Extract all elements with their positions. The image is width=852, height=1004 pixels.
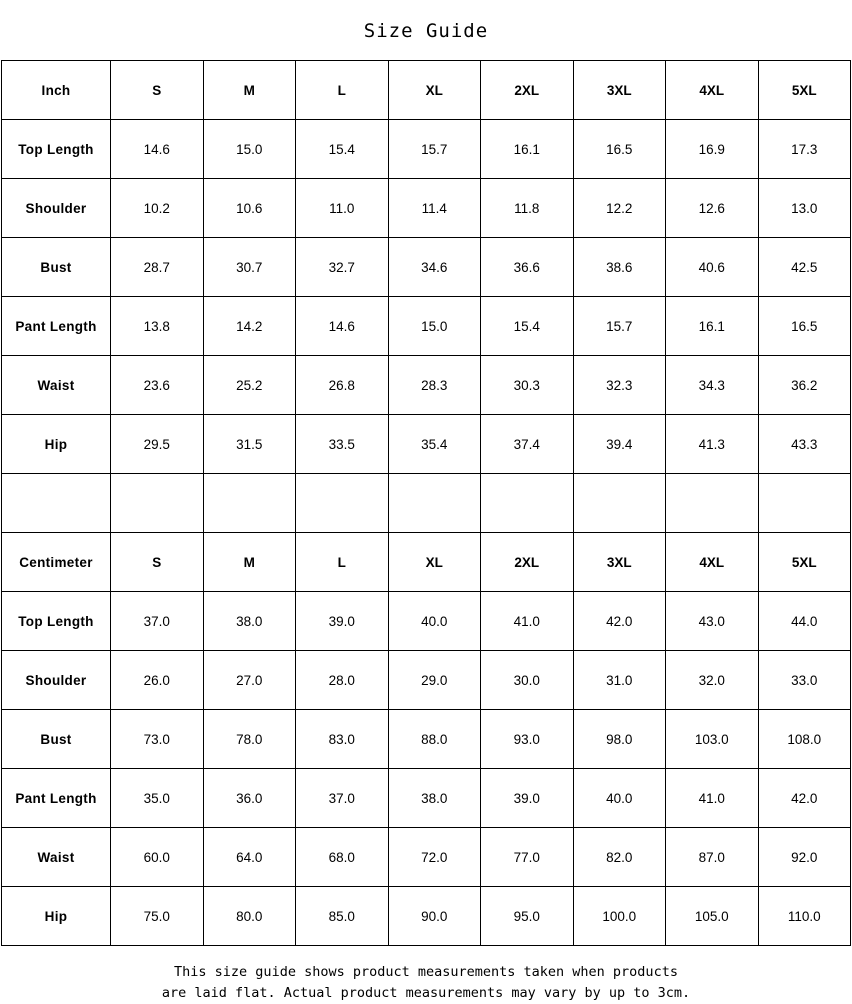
table-header-row-inch: [2, 61, 851, 120]
table-row: [2, 297, 851, 356]
row-label: Top Length: [2, 120, 111, 179]
cell: 17.3: [758, 120, 851, 179]
cell: 10.2: [111, 179, 204, 238]
cell: 30.3: [481, 356, 574, 415]
cell-empty: [296, 474, 389, 533]
cell: 77.0: [481, 828, 574, 887]
column-header-xl: XL: [388, 533, 481, 592]
cell: 95.0: [481, 887, 574, 946]
cell: 36.2: [758, 356, 851, 415]
cell: 38.0: [203, 592, 296, 651]
column-header-2xl: 2XL: [481, 61, 574, 120]
cell: 14.6: [111, 120, 204, 179]
cell: 40.0: [573, 769, 666, 828]
cell: 39.0: [481, 769, 574, 828]
cell: 16.5: [758, 297, 851, 356]
cell: 37.0: [111, 592, 204, 651]
cell-empty: [481, 474, 574, 533]
column-header-5xl: 5XL: [758, 533, 851, 592]
cell: 36.6: [481, 238, 574, 297]
cell: 33.0: [758, 651, 851, 710]
cell: 85.0: [296, 887, 389, 946]
cell: 34.3: [666, 356, 759, 415]
column-header-xl: XL: [388, 61, 481, 120]
table-row: [2, 179, 851, 238]
cell: 28.0: [296, 651, 389, 710]
cell: 42.5: [758, 238, 851, 297]
cell: 42.0: [758, 769, 851, 828]
cell: 80.0: [203, 887, 296, 946]
cell: 15.0: [388, 297, 481, 356]
cell: 16.5: [573, 120, 666, 179]
cell: 98.0: [573, 710, 666, 769]
cell: 93.0: [481, 710, 574, 769]
cell: 39.0: [296, 592, 389, 651]
cell: 27.0: [203, 651, 296, 710]
cell: 90.0: [388, 887, 481, 946]
cell: 28.7: [111, 238, 204, 297]
cell-empty: [666, 474, 759, 533]
cell: 11.4: [388, 179, 481, 238]
cell: 26.8: [296, 356, 389, 415]
table-row: [2, 710, 851, 769]
column-header-l: L: [296, 533, 389, 592]
cell: 12.2: [573, 179, 666, 238]
cell: 15.7: [388, 120, 481, 179]
cell: 15.7: [573, 297, 666, 356]
cell: 103.0: [666, 710, 759, 769]
cell: 38.6: [573, 238, 666, 297]
cell: 30.0: [481, 651, 574, 710]
cell: 37.4: [481, 415, 574, 474]
cell: 29.0: [388, 651, 481, 710]
row-label: Hip: [2, 415, 111, 474]
row-label: Shoulder: [2, 651, 111, 710]
cell: 16.1: [481, 120, 574, 179]
size-guide-note-line2: are laid flat. Actual product measurements may vary by up to 3cm.: [161, 984, 691, 1001]
cell: 14.6: [296, 297, 389, 356]
table-row: [2, 415, 851, 474]
cell: 64.0: [203, 828, 296, 887]
cell: 12.6: [666, 179, 759, 238]
table-row: [2, 592, 851, 651]
cell: 29.5: [111, 415, 204, 474]
row-label: Pant Length: [2, 297, 111, 356]
column-header-3xl: 3XL: [573, 533, 666, 592]
column-header-s: S: [111, 533, 204, 592]
column-header-4xl: 4XL: [666, 61, 759, 120]
cell: 13.0: [758, 179, 851, 238]
table-spacer-row: [2, 474, 851, 533]
cell: 26.0: [111, 651, 204, 710]
cell: 33.5: [296, 415, 389, 474]
table-row: [2, 120, 851, 179]
row-label: Pant Length: [2, 769, 111, 828]
column-header-m: M: [203, 61, 296, 120]
cell: 92.0: [758, 828, 851, 887]
cell: 110.0: [758, 887, 851, 946]
row-label: Waist: [2, 356, 111, 415]
cell: 38.0: [388, 769, 481, 828]
cell: 15.4: [296, 120, 389, 179]
cell-empty: [388, 474, 481, 533]
cell: 72.0: [388, 828, 481, 887]
cell: 43.3: [758, 415, 851, 474]
cell: 11.8: [481, 179, 574, 238]
column-header-3xl: 3XL: [573, 61, 666, 120]
cell: 16.1: [666, 297, 759, 356]
cell: 43.0: [666, 592, 759, 651]
table-row: [2, 769, 851, 828]
row-label: Bust: [2, 238, 111, 297]
cell: 15.0: [203, 120, 296, 179]
cell: 16.9: [666, 120, 759, 179]
cell: 39.4: [573, 415, 666, 474]
cell: 35.0: [111, 769, 204, 828]
cell: 82.0: [573, 828, 666, 887]
row-label: Waist: [2, 828, 111, 887]
cell: 78.0: [203, 710, 296, 769]
cell: 41.0: [666, 769, 759, 828]
cell-empty: [758, 474, 851, 533]
cell: 100.0: [573, 887, 666, 946]
cell: 34.6: [388, 238, 481, 297]
column-header-5xl: 5XL: [758, 61, 851, 120]
cell: 68.0: [296, 828, 389, 887]
table-row: [2, 828, 851, 887]
cell: 75.0: [111, 887, 204, 946]
cell: 73.0: [111, 710, 204, 769]
cell: 32.0: [666, 651, 759, 710]
table-row: [2, 887, 851, 946]
cell: 40.6: [666, 238, 759, 297]
cell-empty: [573, 474, 666, 533]
cell: 36.0: [203, 769, 296, 828]
cell: 87.0: [666, 828, 759, 887]
row-label: Top Length: [2, 592, 111, 651]
column-header-m: M: [203, 533, 296, 592]
unit-label-centimeter: Centimeter: [2, 533, 111, 592]
size-guide-note-line1: This size guide shows product measurements taken when products: [174, 964, 678, 980]
cell: 42.0: [573, 592, 666, 651]
cell: 32.3: [573, 356, 666, 415]
cell-empty: [111, 474, 204, 533]
page-title: Size Guide: [363, 20, 489, 42]
cell: 15.4: [481, 297, 574, 356]
cell: 35.4: [388, 415, 481, 474]
cell: 13.8: [111, 297, 204, 356]
cell: 37.0: [296, 769, 389, 828]
unit-label-inch: Inch: [2, 61, 111, 120]
cell: 30.7: [203, 238, 296, 297]
row-label: Shoulder: [2, 179, 111, 238]
cell: 105.0: [666, 887, 759, 946]
row-label: Hip: [2, 887, 111, 946]
cell: 88.0: [388, 710, 481, 769]
size-guide-note: [0, 946, 852, 1004]
cell: 25.2: [203, 356, 296, 415]
column-header-2xl: 2XL: [481, 533, 574, 592]
column-header-s: S: [111, 61, 204, 120]
table-row: [2, 356, 851, 415]
column-header-4xl: 4XL: [666, 533, 759, 592]
cell-empty: [2, 474, 111, 533]
table-row: [2, 238, 851, 297]
cell: 31.5: [203, 415, 296, 474]
table-header-row-centimeter: [2, 533, 851, 592]
cell: 10.6: [203, 179, 296, 238]
column-header-l: L: [296, 61, 389, 120]
cell: 83.0: [296, 710, 389, 769]
size-guide-table: [1, 60, 851, 946]
cell: 41.3: [666, 415, 759, 474]
cell: 108.0: [758, 710, 851, 769]
cell: 41.0: [481, 592, 574, 651]
cell: 31.0: [573, 651, 666, 710]
cell: 32.7: [296, 238, 389, 297]
cell: 11.0: [296, 179, 389, 238]
cell: 28.3: [388, 356, 481, 415]
cell-empty: [203, 474, 296, 533]
cell: 60.0: [111, 828, 204, 887]
cell: 23.6: [111, 356, 204, 415]
cell: 14.2: [203, 297, 296, 356]
row-label: Bust: [2, 710, 111, 769]
cell: 40.0: [388, 592, 481, 651]
cell: 44.0: [758, 592, 851, 651]
table-row: [2, 651, 851, 710]
